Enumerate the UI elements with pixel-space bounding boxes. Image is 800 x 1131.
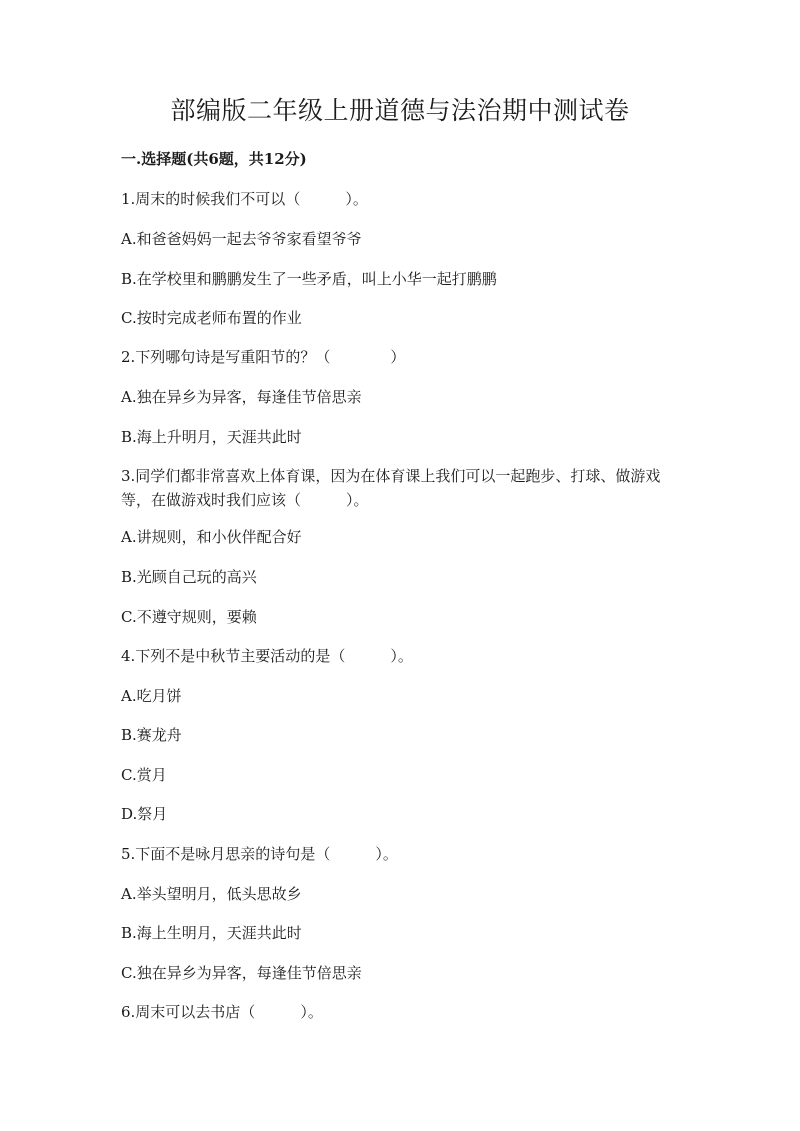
page-title: 部编版二年级上册道德与法治期中测试卷 [170, 96, 630, 125]
question-4-option-b: B.赛龙舟 [121, 726, 182, 744]
question-1-option-a: A.和爸爸妈妈一起去爷爷家看望爷爷 [121, 230, 362, 248]
question-2-option-a: A.独在异乡为异客，每逢佳节倍思亲 [121, 388, 362, 406]
question-1-option-c: C.按时完成老师布置的作业 [121, 309, 302, 327]
question-3-option-b: B.光顾自己玩的高兴 [121, 568, 257, 586]
question-5-option-a: A.举头望明月，低头思故乡 [121, 885, 302, 903]
question-2-stem: 2.下列哪句诗是写重阳节的？（ ） [121, 348, 406, 366]
question-1-option-b: B.在学校里和鹏鹏发生了一些矛盾，叫上小华一起打鹏鹏 [121, 270, 497, 288]
question-3-option-c: C.不遵守规则，要赖 [121, 608, 257, 626]
question-4-option-d: D.祭月 [121, 805, 168, 823]
question-3-option-a: A.讲规则，和小伙伴配合好 [121, 528, 302, 546]
section-heading: 一.选择题(共6题，共12分) [121, 150, 307, 168]
question-5-stem: 5.下面不是咏月思亲的诗句是（ ）。 [121, 845, 398, 863]
question-4-option-c: C.赏月 [121, 766, 167, 784]
question-6-stem: 6.周末可以去书店（ ）。 [121, 1003, 323, 1021]
question-1-stem: 1.周末的时候我们不可以（ ）。 [121, 190, 368, 208]
question-2-option-b: B.海上升明月，天涯共此时 [121, 428, 302, 446]
question-3-stem: 3.同学们都非常喜欢上体育课，因为在体育课上我们可以一起跑步、打球、做游戏等，在做游戏时我们应该（ ）。 [121, 467, 661, 509]
question-5-option-b: B.海上生明月，天涯共此时 [121, 924, 302, 942]
question-4-option-a: A.吃月饼 [121, 687, 182, 705]
question-4-stem: 4.下列不是中秋节主要活动的是（ ）。 [121, 647, 413, 665]
question-5-option-c: C.独在异乡为异客，每逢佳节倍思亲 [121, 964, 362, 982]
